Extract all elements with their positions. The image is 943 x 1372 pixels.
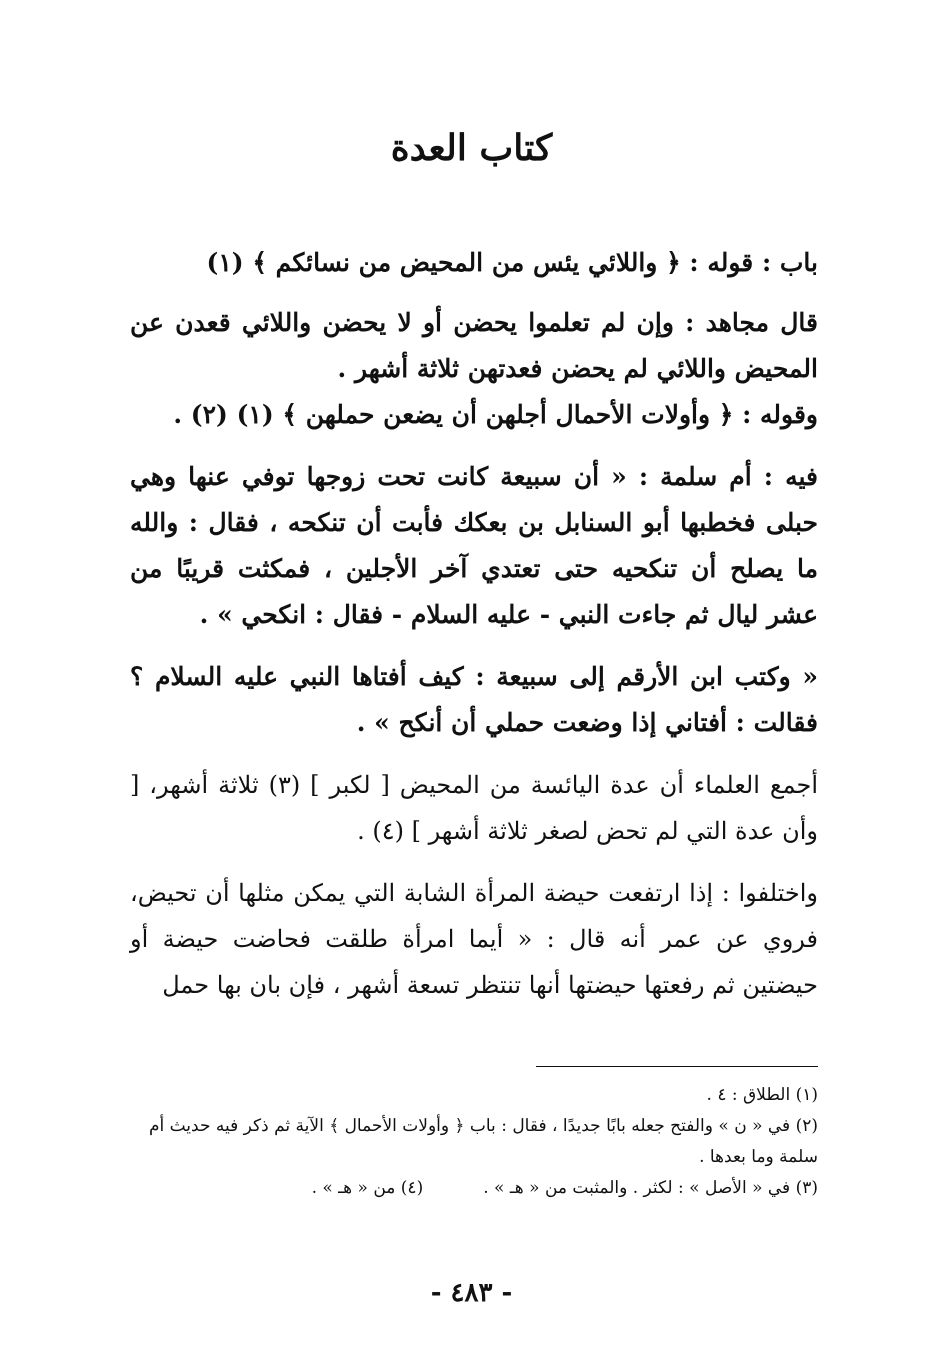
footnote-3: (٣) في « الأصل » : لكثر . والمثبت من « هـ » .	[483, 1178, 818, 1198]
paragraph-disagreement: واختلفوا : إذا ارتفعت حيضة المرأة الشابة التي يمكن مثلها أن تحيض، فروي عن عمر أنه قال : « أيما امرأة طلقت فحاضت حيضة أو حيضتين ثم رفعتها حيضتها أنها تنتظر تسعة أشهر ، فإن بان بها حمل	[130, 879, 818, 999]
paragraph-verse: وقوله : ﴿ وأولات الأحمال أجلهن أن يضعن حملهن ﴾ (١) (٢) .	[173, 400, 818, 429]
footnote-line-3-4	[130, 1173, 818, 1204]
footnote-1: (١) الطلاق : ٤ .	[706, 1085, 818, 1105]
main-text	[130, 240, 818, 1008]
section-heading: باب : قوله : ﴿ واللائي يئس من المحيض من نسائكم ﴾ (١)	[206, 248, 818, 277]
footnote-4: (٤) من « هـ » .	[311, 1178, 424, 1198]
paragraph-consensus: أجمع العلماء أن عدة اليائسة من المحيض [ لكبر ] (٣) ثلاثة أشهر، [ وأن عدة التي لم تحض لصغر ثلاثة أشهر ] (٤) .	[130, 771, 818, 845]
footnote-2: (٢) في « ن » والفتح جعله بابًا جديدًا ، فقال : باب ﴿ وأولات الأحمال ﴾ الآية ثم ذكر فيه حديث أم سلمة وما بعدها .	[148, 1116, 818, 1167]
footnote-separator	[536, 1066, 818, 1067]
paragraph-letter: « وكتب ابن الأرقم إلى سبيعة : كيف أفتاها النبي عليه السلام ؟ فقالت : أفتاني إذا وضعت حملي أن أنكح » .	[130, 662, 818, 737]
page-number: - ٤٨٣ -	[430, 1278, 513, 1308]
chapter-title: كتاب العدة	[390, 127, 553, 169]
paragraph-mujahid: قال مجاهد : وإن لم تعلموا يحضن أو لا يحضن واللائي قعدن عن المحيض واللائي لم يحضن فعدتهن ثلاثة أشهر .	[130, 308, 818, 383]
footnotes	[130, 1080, 818, 1204]
paragraph-hadith: فيه : أم سلمة : « أن سبيعة كانت تحت زوجها توفي عنها وهي حبلى فخطبها أبو السنابل بن بعكك فأبت أن تنكحه ، فقال : والله ما يصلح أن تنكحيه حتى تعتدي آخر الأجلين ، فمكثت قريبًا من عشر ليال ثم جاءت النبي - عليه السلام - فقال : انكحي » .	[130, 462, 818, 629]
